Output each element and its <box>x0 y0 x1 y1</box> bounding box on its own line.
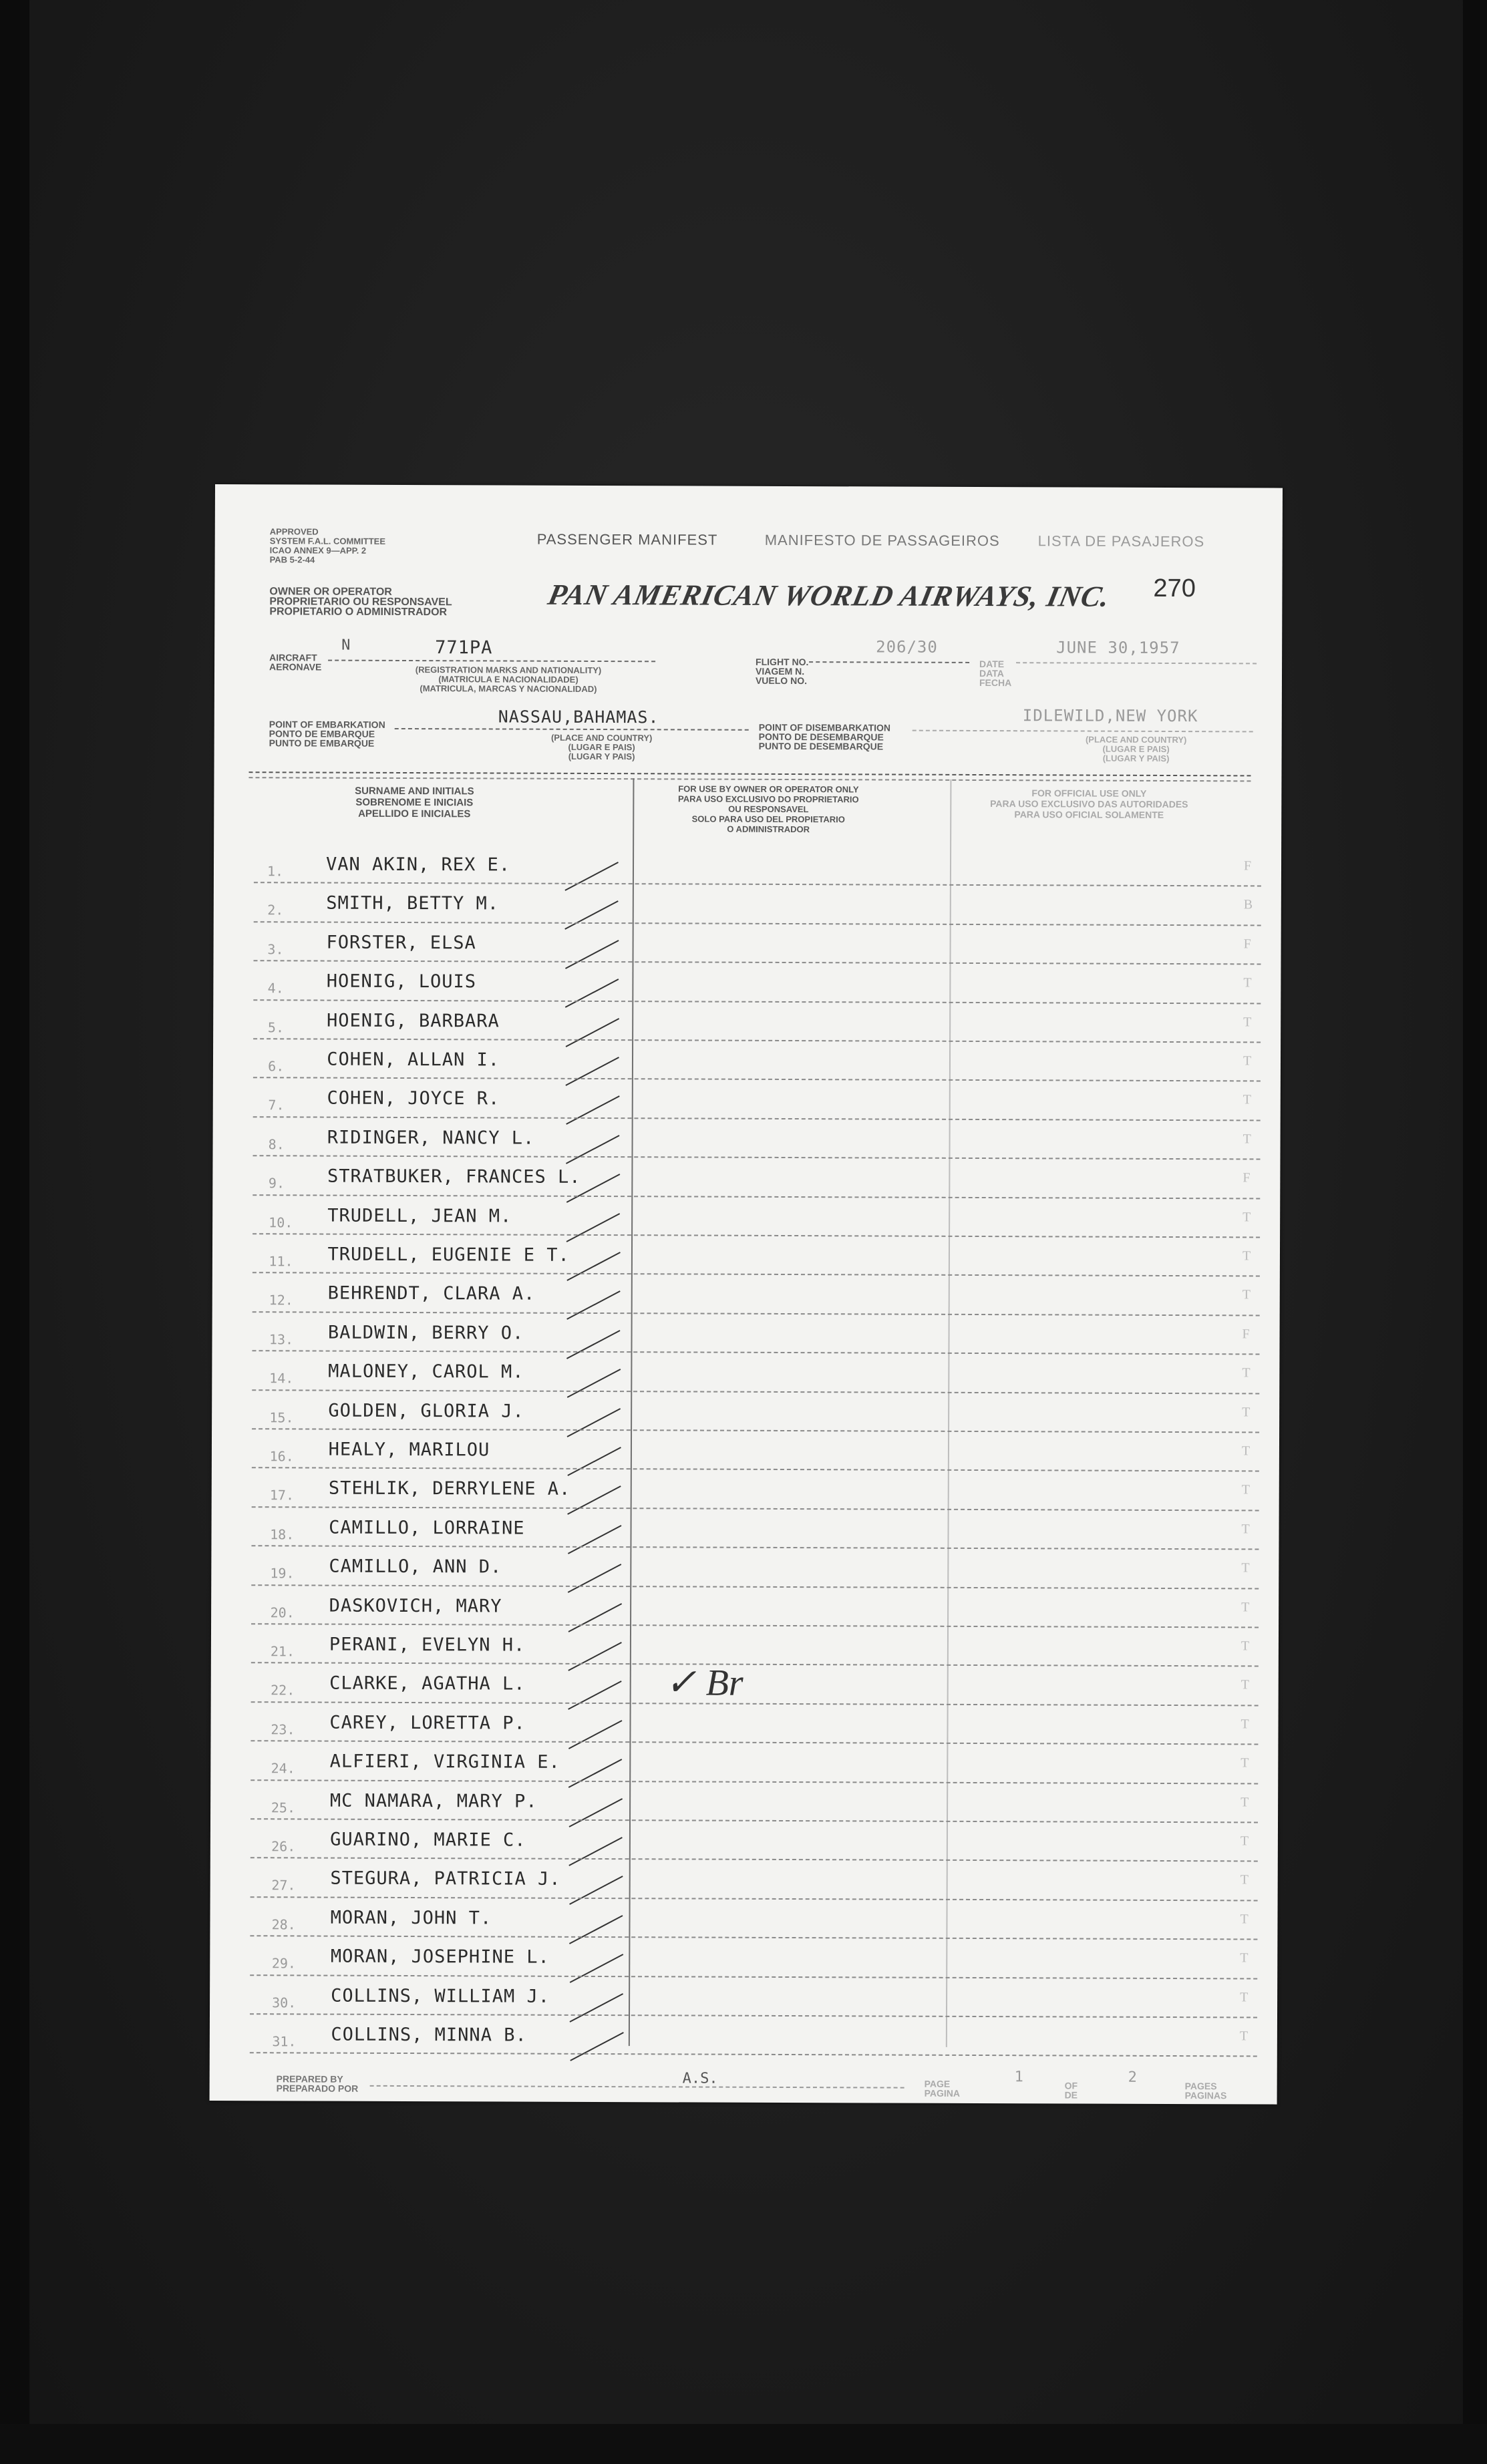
aircraft-caption-line: (MATRICULA E NACIONALIDADE) <box>438 674 579 685</box>
table-row <box>214 844 1281 887</box>
passenger-name: HOENIG, BARBARA <box>326 1010 500 1032</box>
column-header-owner-use <box>641 783 895 834</box>
airline-name: PAN AMERICAN WORLD AIRWAYS, INC. <box>545 578 1114 613</box>
column-header-line: SOBRENOME E INICIAIS <box>355 796 474 809</box>
row-number: 25. <box>271 1799 296 1816</box>
official-mark: T <box>1241 1522 1250 1537</box>
official-mark: T <box>1243 1053 1252 1069</box>
passenger-name: BALDWIN, BERRY O. <box>327 1322 524 1344</box>
official-mark: T <box>1242 1365 1251 1381</box>
passenger-name: CAREY, LORETTA P. <box>329 1712 526 1734</box>
table-row <box>213 1078 1281 1121</box>
owner-label-line: PROPIETARIO O ADMINISTRADOR <box>269 606 448 619</box>
passenger-name: COHEN, ALLAN I. <box>327 1049 500 1071</box>
row-number: 15. <box>269 1409 294 1426</box>
embarkation-underline <box>395 728 749 731</box>
passenger-name: COLLINS, WILLIAM J. <box>331 1985 550 2007</box>
page-label-line: PAGINA <box>924 2087 961 2099</box>
table-row <box>210 1781 1278 1823</box>
flight-underline <box>809 661 969 663</box>
aircraft-label-line: AERONAVE <box>269 661 322 673</box>
table-row <box>210 1858 1278 1901</box>
row-number: 13. <box>269 1331 294 1348</box>
table-row <box>212 1312 1279 1355</box>
passenger-manifest-document <box>210 484 1283 2105</box>
table-row <box>212 1429 1279 1472</box>
passenger-name: BEHRENDT, CLARA A. <box>327 1282 536 1305</box>
flight-date: JUNE 30,1957 <box>1056 638 1180 658</box>
table-row <box>210 1898 1277 1940</box>
approval-line: ICAO ANNEX 9—APP. 2 <box>269 545 367 556</box>
stamp-page-number: 270 <box>1153 574 1196 603</box>
official-mark: T <box>1241 1638 1250 1654</box>
title-english: PASSENGER MANIFEST <box>536 530 718 548</box>
disembarkation-label-line: PUNTO DE DESEMBARQUE <box>758 740 884 752</box>
passenger-name: COHEN, JOYCE R. <box>327 1087 500 1109</box>
date-label <box>979 659 1011 687</box>
embarkation-caption-line: (PLACE AND COUNTRY) <box>550 732 653 743</box>
row-number: 22. <box>271 1682 295 1699</box>
embarkation-label-line: PONTO DE EMBARQUE <box>269 728 375 739</box>
column-header-line: PARA USO OFICIAL SOLAMENTE <box>1014 809 1164 820</box>
official-mark: T <box>1241 1755 1249 1771</box>
approval-line: PAB 5-2-44 <box>269 554 315 565</box>
row-number: 8. <box>268 1136 285 1153</box>
official-mark: T <box>1243 1092 1252 1107</box>
official-mark: T <box>1241 1677 1249 1693</box>
row-number: 5. <box>267 1019 285 1035</box>
row-number: 20. <box>270 1604 295 1621</box>
row-number: 12. <box>269 1292 293 1308</box>
row-number: 11. <box>269 1253 293 1270</box>
date-label-line: DATA <box>979 667 1004 679</box>
disembarkation-caption-line: (PLACE AND COUNTRY) <box>1085 734 1187 745</box>
owner-label-line: OWNER OR OPERATOR <box>269 586 392 598</box>
official-mark: F <box>1243 858 1252 874</box>
date-label-line: DATE <box>979 658 1005 670</box>
row-number: 10. <box>269 1214 293 1231</box>
table-row <box>213 961 1281 1004</box>
table-row <box>211 1663 1279 1706</box>
official-mark: T <box>1240 1950 1249 1966</box>
row-number: 21. <box>270 1643 295 1660</box>
aircraft-caption-line: (REGISTRATION MARKS AND NATIONALITY) <box>415 665 602 676</box>
disembarkation-underline <box>913 730 1253 733</box>
disembarkation-label-line: PONTO DE DESEMBARQUE <box>758 731 884 743</box>
embarkation-label-line: POINT OF EMBARKATION <box>269 719 385 730</box>
date-label-line: FECHA <box>979 677 1012 689</box>
official-mark: T <box>1240 1989 1249 2005</box>
row-number: 26. <box>271 1838 296 1855</box>
table-row <box>211 1508 1279 1550</box>
official-mark: T <box>1241 1443 1251 1459</box>
film-edge-right <box>1463 0 1487 2464</box>
flight-label-line: VIAGEM N. <box>756 665 805 677</box>
official-mark: T <box>1242 1287 1251 1302</box>
row-number: 30. <box>272 1994 297 2011</box>
embarkation-value: NASSAU,BAHAMAS. <box>498 707 659 727</box>
official-mark: T <box>1240 1833 1249 1849</box>
official-mark: F <box>1243 1170 1251 1186</box>
row-number: 2. <box>267 902 284 918</box>
aircraft-registration: 771PA <box>435 637 493 659</box>
table-row <box>212 1117 1280 1160</box>
column-header-line: PARA USO EXCLUSIVO DO PROPRIETARIO <box>678 794 859 805</box>
passenger-name: STEGURA, PATRICIA J. <box>330 1868 561 1890</box>
passenger-name: TRUDELL, EUGENIE E T. <box>327 1244 570 1266</box>
passenger-name: RIDINGER, NANCY L. <box>327 1127 535 1149</box>
official-mark: T <box>1241 1794 1249 1810</box>
column-header-line: PARA USO EXCLUSIVO DAS AUTORIDADES <box>990 798 1188 810</box>
row-number: 27. <box>271 1877 296 1894</box>
table-row <box>211 1546 1279 1589</box>
column-header-line: SURNAME AND INITIALS <box>355 785 474 798</box>
of-label-line: OF <box>1064 2080 1078 2091</box>
table-row <box>212 1351 1279 1394</box>
of-label <box>1065 2081 1078 2099</box>
column-header-surname <box>294 785 534 820</box>
official-mark: T <box>1243 975 1252 991</box>
table-row <box>214 922 1281 965</box>
table-row <box>213 1039 1281 1082</box>
row-number: 19. <box>270 1565 295 1582</box>
row-number: 17. <box>269 1487 295 1504</box>
official-mark: T <box>1243 1209 1251 1225</box>
passenger-name: GOLDEN, GLORIA J. <box>328 1400 524 1422</box>
date-underline <box>1016 662 1257 664</box>
passenger-name: CAMILLO, LORRAINE <box>329 1517 525 1539</box>
aircraft-prefix: N <box>341 637 351 654</box>
row-number: 14. <box>269 1370 294 1387</box>
official-mark: T <box>1241 1599 1250 1615</box>
table-row <box>210 1976 1277 2018</box>
title-spanish: LISTA DE PASAJEROS <box>1037 532 1205 550</box>
table-row <box>212 1391 1279 1433</box>
aircraft-caption <box>401 665 615 694</box>
handwritten-note: ✓ Br <box>665 1662 744 1704</box>
column-header-line: FOR OFFICIAL USE ONLY <box>1031 787 1147 799</box>
approval-line: SYSTEM F.A.L. COMMITTEE <box>269 536 386 546</box>
row-number: 9. <box>268 1175 285 1192</box>
table-row <box>212 1156 1280 1199</box>
row-number: 18. <box>270 1526 295 1543</box>
header-divider <box>249 771 1251 781</box>
prepared-by-label <box>277 2074 359 2093</box>
aircraft-label-line: AIRCRAFT <box>269 652 317 663</box>
passenger-name: GUARINO, MARIE C. <box>330 1829 526 1851</box>
table-row <box>210 2014 1277 2057</box>
table-row <box>210 1819 1278 1862</box>
flight-label <box>756 657 808 685</box>
disembarkation-label-line: POINT OF DISEMBARKATION <box>758 721 891 733</box>
passenger-name: STEHLIK, DERRYLENE A. <box>328 1477 571 1500</box>
row-number: 6. <box>268 1058 285 1075</box>
passenger-name: CAMILLO, ANN D. <box>329 1556 502 1578</box>
passenger-name: COLLINS, MINNA B. <box>331 2024 527 2046</box>
row-rule <box>250 2053 1257 2057</box>
prepared-by-label-line: PREPARADO POR <box>276 2083 359 2094</box>
prepared-by-label-line: PREPARED BY <box>276 2073 343 2085</box>
table-row <box>214 883 1281 926</box>
disembarkation-label <box>759 723 890 751</box>
row-number: 7. <box>268 1097 285 1113</box>
page-label <box>925 2079 961 2098</box>
official-mark: T <box>1242 1404 1251 1420</box>
passenger-name: HEALY, MARILOU <box>328 1439 490 1461</box>
aircraft-underline <box>328 660 655 663</box>
page-value: 1 <box>1014 2069 1023 2086</box>
film-edge-left <box>0 0 29 2464</box>
embarkation-label-line: PUNTO DE EMBARQUE <box>269 737 375 749</box>
row-number: 23. <box>271 1721 295 1738</box>
official-mark: F <box>1242 1327 1250 1342</box>
owner-label-line: PROPRIETARIO OU RESPONSAVEL <box>269 596 452 608</box>
passenger-name: FORSTER, ELSA <box>326 932 476 954</box>
official-mark: T <box>1242 1248 1251 1264</box>
approval-line: APPROVED <box>269 526 319 537</box>
column-header-line: FOR USE BY OWNER OR OPERATOR ONLY <box>678 783 859 795</box>
official-mark: T <box>1241 1717 1249 1732</box>
passenger-name: MALONEY, CAROL M. <box>328 1361 524 1383</box>
check-mark <box>570 2032 624 2061</box>
table-row <box>210 1936 1277 1979</box>
disembarkation-caption-line: (LUGAR Y PAIS) <box>1102 753 1170 763</box>
flight-label-line: FLIGHT NO. <box>756 656 809 668</box>
official-mark: T <box>1240 1872 1249 1888</box>
passenger-name: SMITH, BETTY M. <box>326 892 500 914</box>
official-mark: T <box>1243 1131 1251 1147</box>
row-number: 1. <box>267 863 284 880</box>
row-number: 31. <box>272 2033 297 2050</box>
disembarkation-caption <box>1063 735 1210 763</box>
aircraft-label <box>269 653 321 671</box>
row-number: 3. <box>267 941 284 958</box>
table-row <box>212 1234 1280 1277</box>
embarkation-caption <box>528 733 675 762</box>
embarkation-caption-line: (LUGAR Y PAIS) <box>568 751 635 762</box>
approval-note <box>270 527 470 565</box>
row-number: 29. <box>271 1955 297 1972</box>
passenger-name: STRATBUKER, FRANCES L. <box>327 1166 581 1188</box>
passenger-name: DASKOVICH, MARY <box>329 1595 502 1617</box>
disembarkation-value: IDLEWILD,NEW YORK <box>1022 706 1198 726</box>
official-mark: T <box>1241 1482 1251 1498</box>
passenger-name: MC NAMARA, MARY P. <box>329 1790 538 1812</box>
passenger-name: PERANI, EVELYN H. <box>329 1634 526 1656</box>
column-header-official-use <box>942 787 1236 821</box>
page-label-line: PAGE <box>924 2078 951 2089</box>
aircraft-caption-line: (MATRICULA, MARCAS Y NACIONALIDAD) <box>420 683 597 694</box>
embarkation-caption-line: (LUGAR E PAIS) <box>568 741 635 753</box>
row-number: 4. <box>267 980 284 997</box>
table-row <box>212 1273 1280 1316</box>
official-mark: T <box>1239 2029 1249 2044</box>
column-header-line: OU RESPONSAVEL <box>728 804 809 815</box>
official-mark: T <box>1241 1560 1250 1576</box>
owner-label <box>269 586 496 617</box>
of-value: 2 <box>1128 2069 1137 2086</box>
passenger-name: HOENIG, LOUIS <box>326 971 477 993</box>
table-row <box>213 1001 1281 1043</box>
pages-label-line: PAGINAS <box>1184 2090 1227 2101</box>
column-header-line: O ADMINISTRADOR <box>727 824 810 835</box>
table-row <box>210 1703 1278 1745</box>
table-row <box>210 1741 1278 1784</box>
passenger-name: MORAN, JOHN T. <box>330 1907 492 1929</box>
table-row <box>212 1196 1280 1238</box>
row-number: 16. <box>269 1448 294 1465</box>
flight-number: 206/30 <box>876 637 938 657</box>
prepared-by-underline <box>370 2085 904 2089</box>
prepared-by-value: A.S. <box>682 2070 718 2087</box>
row-number: 24. <box>271 1760 295 1777</box>
passenger-name: CLARKE, AGATHA L. <box>329 1673 526 1695</box>
table-row <box>211 1586 1279 1628</box>
column-header-line: SOLO PARA USO DEL PROPIETARIO <box>691 814 845 825</box>
pages-label-line: PAGES <box>1184 2081 1217 2092</box>
official-mark: B <box>1243 897 1253 912</box>
official-mark: T <box>1243 1014 1252 1030</box>
official-mark: T <box>1240 1912 1249 1927</box>
official-mark: F <box>1243 936 1251 952</box>
column-header-line: APELLIDO E INICIALES <box>358 808 471 820</box>
of-label-line: DE <box>1064 2089 1078 2101</box>
passenger-name: ALFIERI, VIRGINIA E. <box>329 1751 560 1773</box>
flight-label-line: VUELO NO. <box>755 675 808 687</box>
film-edge-bottom <box>0 2424 1487 2464</box>
disembarkation-caption-line: (LUGAR E PAIS) <box>1102 743 1170 754</box>
table-row <box>212 1468 1279 1511</box>
passenger-name: TRUDELL, JEAN M. <box>327 1205 512 1227</box>
pages-label <box>1185 2081 1227 2100</box>
row-number: 28. <box>271 1916 296 1933</box>
embarkation-label <box>269 719 385 748</box>
title-portuguese: MANIFESTO DE PASSAGEIROS <box>764 531 1000 550</box>
table-row <box>211 1624 1279 1667</box>
passenger-name: VAN AKIN, REX E. <box>325 854 511 876</box>
passenger-name: MORAN, JOSEPHINE L. <box>330 1946 550 1968</box>
